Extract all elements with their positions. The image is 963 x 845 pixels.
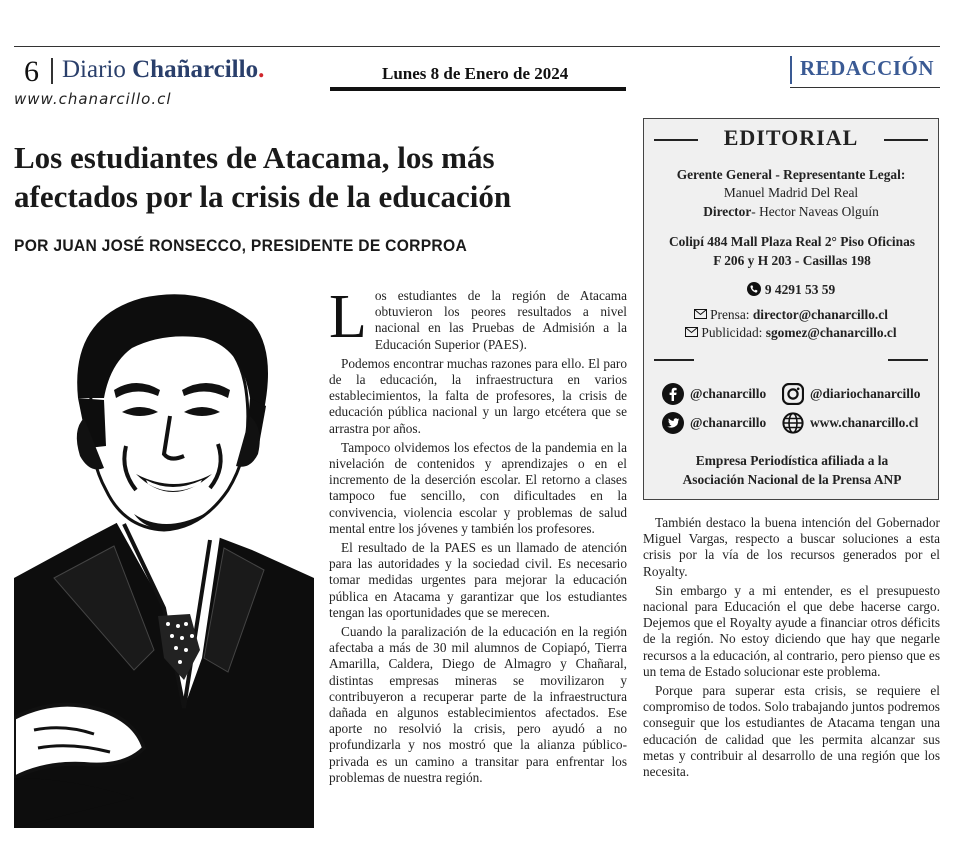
- website-link[interactable]: www.chanarcillo.cl: [782, 412, 918, 434]
- twitter-link[interactable]: @chanarcillo: [662, 412, 766, 434]
- facebook-link[interactable]: @chanarcillo: [662, 383, 766, 405]
- header-top-rule: [14, 46, 940, 47]
- paragraph: También destaco la buena intención del Gobernador Miguel Vargas, respecto a buscar soluciones a esta crisis por la vía de los recursos generados por el Royalty.: [643, 515, 940, 579]
- author-portrait: [14, 278, 314, 828]
- twitter-icon: [662, 412, 684, 434]
- page-number: 6: [24, 55, 39, 88]
- paragraph: El resultado de la PAES es un llamado de atención para las autoridades y la sociedad civil. Es necesario tomar medidas urgentes para mejorar la educación pública en Atacama y garantizar que los estudiantes tengan las oportunidades que se merecen.: [329, 540, 627, 620]
- globe-icon: [782, 412, 804, 434]
- separator-right: [888, 359, 928, 361]
- paragraph: Podemos encontrar muchas razones para ello. El paro de la educación, la infraestructura en varios establecimientos, la falta de profesores, la crisis de educación pública nacional y un largo etcétera que se arrastra por años.: [329, 355, 627, 436]
- instagram-icon: [782, 383, 804, 405]
- mail-icon: [694, 309, 707, 319]
- press-line[interactable]: Prensa: director@chanarcillo.cl: [644, 305, 938, 324]
- instagram-link[interactable]: @diariochanarcillo: [782, 383, 920, 405]
- date-underline: [330, 87, 626, 91]
- brand-light: Diario: [62, 56, 133, 83]
- manager-name: Manuel Madrid Del Real: [723, 185, 859, 200]
- facebook-icon: [662, 383, 684, 405]
- paragraph: Los estudiantes de la región de Atacama obtuvieron los peores resultados a nivel nacional en las Pruebas de Admisión a la Educación Superior (PAES).: [329, 283, 627, 352]
- website-url[interactable]: www.chanarcillo.cl: [14, 90, 172, 108]
- byline: POR JUAN JOSÉ RONSECCO, PRESIDENTE DE CORPROA: [14, 236, 468, 255]
- drop-cap: L: [329, 283, 367, 351]
- section-rule: [790, 87, 940, 88]
- director-line: Director- Hector Naveas Olguín: [703, 204, 879, 219]
- paragraph: Cuando la paralización de la educación en la región afectaba a más de 30 mil alumnos de Copiapó, Tierra Amarilla, Caldera, Diego de Almagro y Chañaral, distintas empresas mineras se movilizaron y contribuyeron a recuperar parte de la infraestructura dañada en algunos establecimientos afectados. Ese aporte no resolvió la crisis, pero ayudó a no profundizarla y nos mostró que la alianza público-privada es un camino a transitar para enfrentar los problemas de nuestra región.: [329, 624, 627, 785]
- paragraph: Porque para superar esta crisis, se requiere el compromiso de todos. Solo trabajando juntos podremos conseguir que los estudiantes de Atacama tengan una educación de calidad que les permita alcanzar sus metas y contribuir al desarrollo de una región que los necesita.: [643, 683, 940, 780]
- issue-date: Lunes 8 de Enero de 2024: [382, 64, 569, 83]
- separator-left: [654, 359, 694, 361]
- address: Colipí 484 Mall Plaza Real 2° Piso Oficinas F 206 y H 203 - Casillas 198: [668, 234, 915, 268]
- header-divider: [51, 58, 53, 84]
- paragraph: Sin embargo y a mi entender, es el presupuesto nacional para Educación el que debe hacerse cargo. Dejemos que el Royalty ayude a financiar otros déficits de la región. No estoy diciendo que hay que negarle recursos a la educación, al contrario, pero pienso que es un tema de Estado solucionar este problema.: [643, 582, 940, 679]
- manager-label: Gerente General - Representante Legal:: [676, 167, 906, 182]
- article-column-1: [329, 283, 627, 789]
- mail-icon: [685, 327, 698, 337]
- article-column-2: [643, 515, 940, 783]
- editorial-title: EDITORIAL: [723, 125, 859, 150]
- brand-dot: .: [258, 56, 265, 83]
- phone-icon: [747, 282, 761, 296]
- phone-line[interactable]: 9 4291 53 59: [644, 280, 938, 299]
- newspaper-brand[interactable]: [62, 56, 264, 84]
- affiliation: Empresa Periodística afiliada a la Asociación Nacional de la Prensa ANP: [682, 453, 902, 487]
- section-divider: [790, 56, 792, 84]
- ads-line[interactable]: Publicidad: sgomez@chanarcillo.cl: [644, 323, 938, 342]
- brand-bold: Chañarcillo: [132, 56, 259, 83]
- headline: Los estudiantes de Atacama, los más afectados por la crisis de la educación: [14, 140, 512, 214]
- paragraph: Tampoco olvidemos los efectos de la pandemia en la nivelación de contenidos y aprendizajes o en el incremento de la deserción escolar. El retorno a clases tampoco fue sencillo, con dificultades en la convivencia, violencia escolar y problemas de salud mental entre los jóvenes y también los profesores.: [329, 439, 627, 536]
- section-name: REDACCIÓN: [800, 56, 935, 80]
- editorial-box: [643, 118, 939, 500]
